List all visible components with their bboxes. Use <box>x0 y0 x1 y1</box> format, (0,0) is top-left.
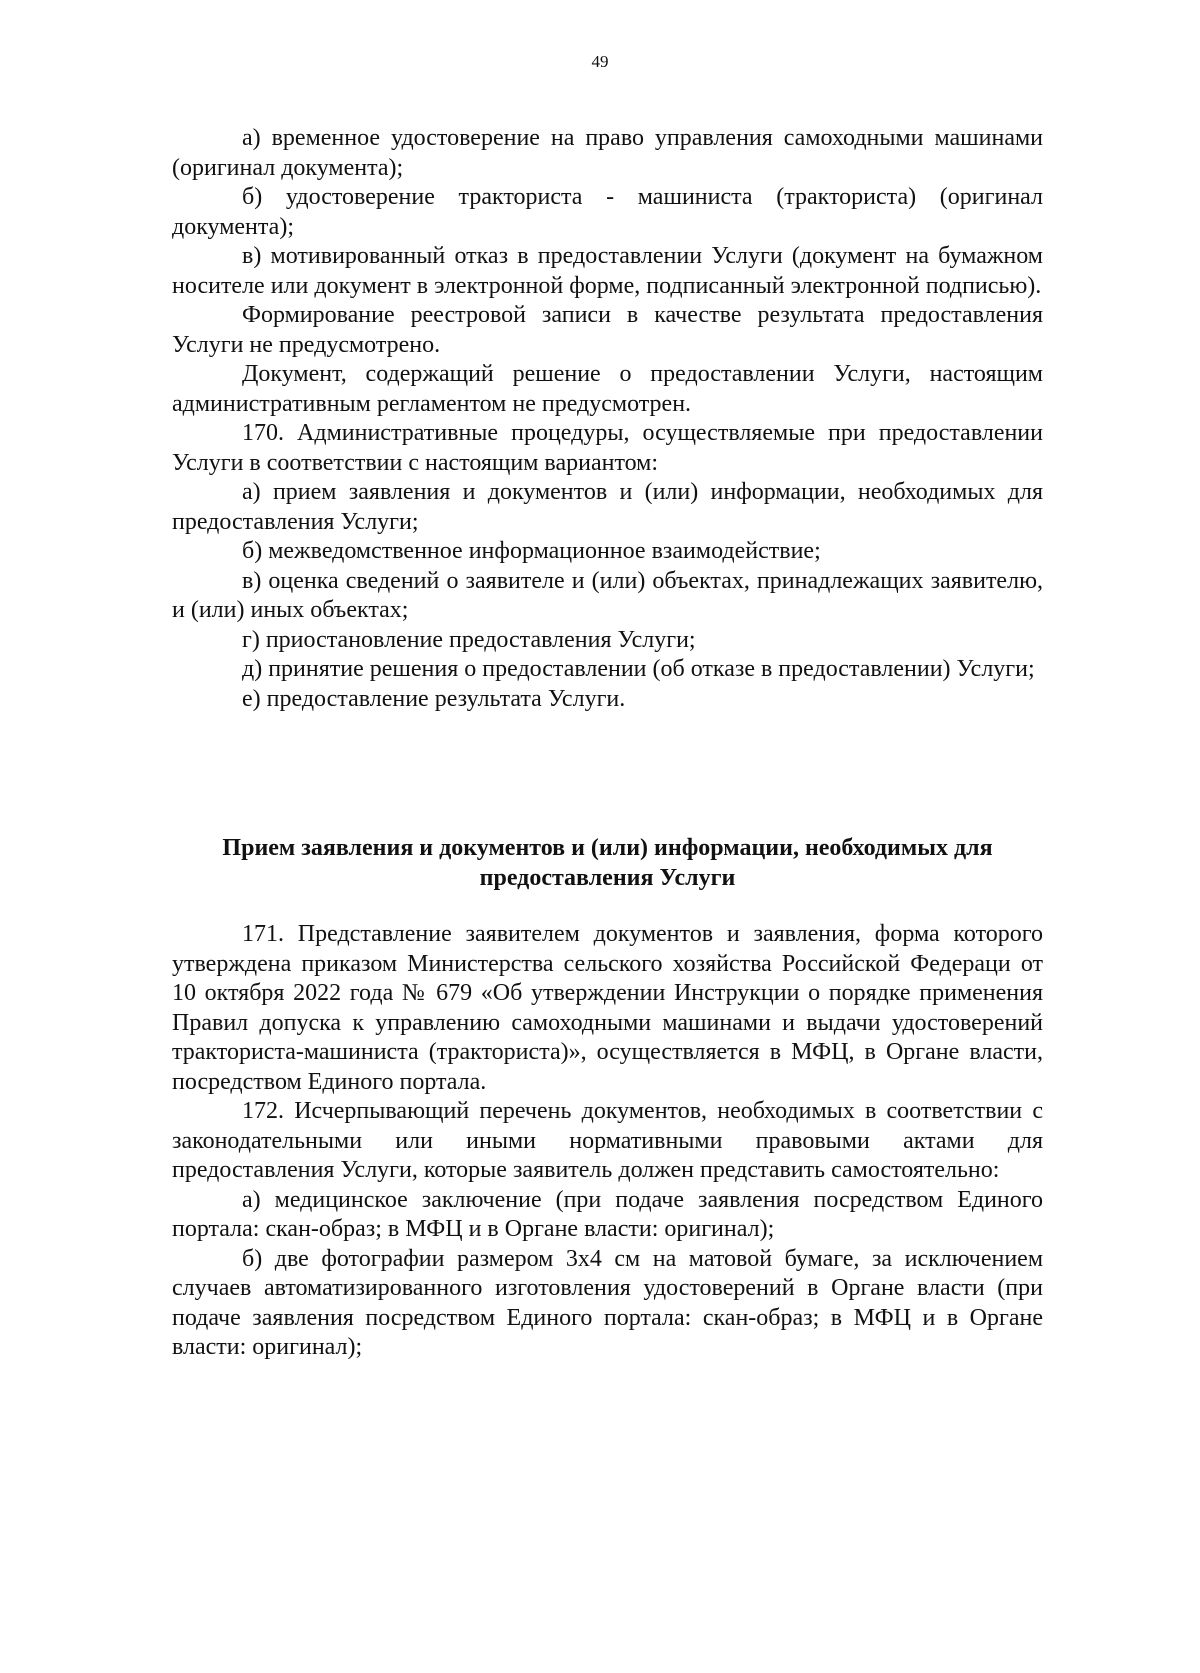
paragraph-172: 172. Исчерпывающий перечень документов, необходимых в соответствии с законодательными или иными нормативными правовыми актами для предоставления Услуги, которые заявитель должен представить самостоятельно: <box>172 1098 1043 1183</box>
paragraph-document-b: б) две фотографии размером 3х4 см на матовой бумаге, за исключением случаев автоматизированного изготовления удостоверений в Органе власти (при подаче заявления посредством Единого портала: скан-образ; в МФЦ и в Органе власти: оригинал); <box>172 1245 1043 1360</box>
paragraph-document-a: а) медицинское заключение (при подаче заявления посредством Единого портала: скан-образ; в МФЦ и в Органе власти: оригинал); <box>172 1186 1043 1242</box>
paragraph-result-refusal: в) мотивированный отказ в предоставлении Услуги (документ на бумажном носителе или документ в электронной форме, подписанный электронной подписью). <box>172 243 1043 299</box>
document-body-bottom <box>172 920 1043 1363</box>
paragraph-procedure-v: в) оценка сведений о заявителе и (или) объектах, принадлежащих заявителю, и (или) иных объектах; <box>172 567 1043 623</box>
paragraph-registry-record: Формирование реестровой записи в качестве результата предоставления Услуги не предусмотрено. <box>172 302 1043 358</box>
paragraph-procedure-d: д) принятие решения о предоставлении (об отказе в предоставлении) Услуги; <box>242 656 1035 682</box>
paragraph-procedure-a: а) прием заявления и документов и (или) информации, необходимых для предоставления Услуги; <box>172 479 1043 535</box>
page-number: 49 <box>591 52 609 71</box>
paragraph-result-tractor-license: б) удостоверение тракториста - машиниста (тракториста) (оригинал документа); <box>172 184 1043 240</box>
section-heading: Прием заявления и документов и (или) информации, необходимых для предоставления Услуги <box>222 835 993 891</box>
paragraph-procedure-e: е) предоставление результата Услуги. <box>242 685 626 712</box>
paragraph-result-temp-license: а) временное удостоверение на право управления самоходными машинами (оригинал документа); <box>172 125 1043 181</box>
document-body-top <box>172 124 1043 714</box>
paragraph-procedure-b: б) межведомственное информационное взаимодействие; <box>242 538 821 564</box>
paragraph-decision-document: Документ, содержащий решение о предоставлении Услуги, настоящим административным регламентом не предусмотрен. <box>172 361 1043 417</box>
paragraph-170: 170. Административные процедуры, осуществляемые при предоставлении Услуги в соответствии с настоящим вариантом: <box>172 420 1043 476</box>
paragraph-procedure-g: г) приостановление предоставления Услуги; <box>242 626 696 653</box>
paragraph-171: 171. Представление заявителем документов и заявления, форма которого утверждена приказом Министерства сельского хозяйства Российской Федераци от 10 октября 2022 года № 679 «Об утверждении Инструкции о порядке применения Правил допуска к управлению самоходными машинами и выдачи удостоверений тракториста-машиниста (тракториста)», осуществляется в МФЦ, в Органе власти, посредством Единого портала. <box>172 921 1043 1095</box>
